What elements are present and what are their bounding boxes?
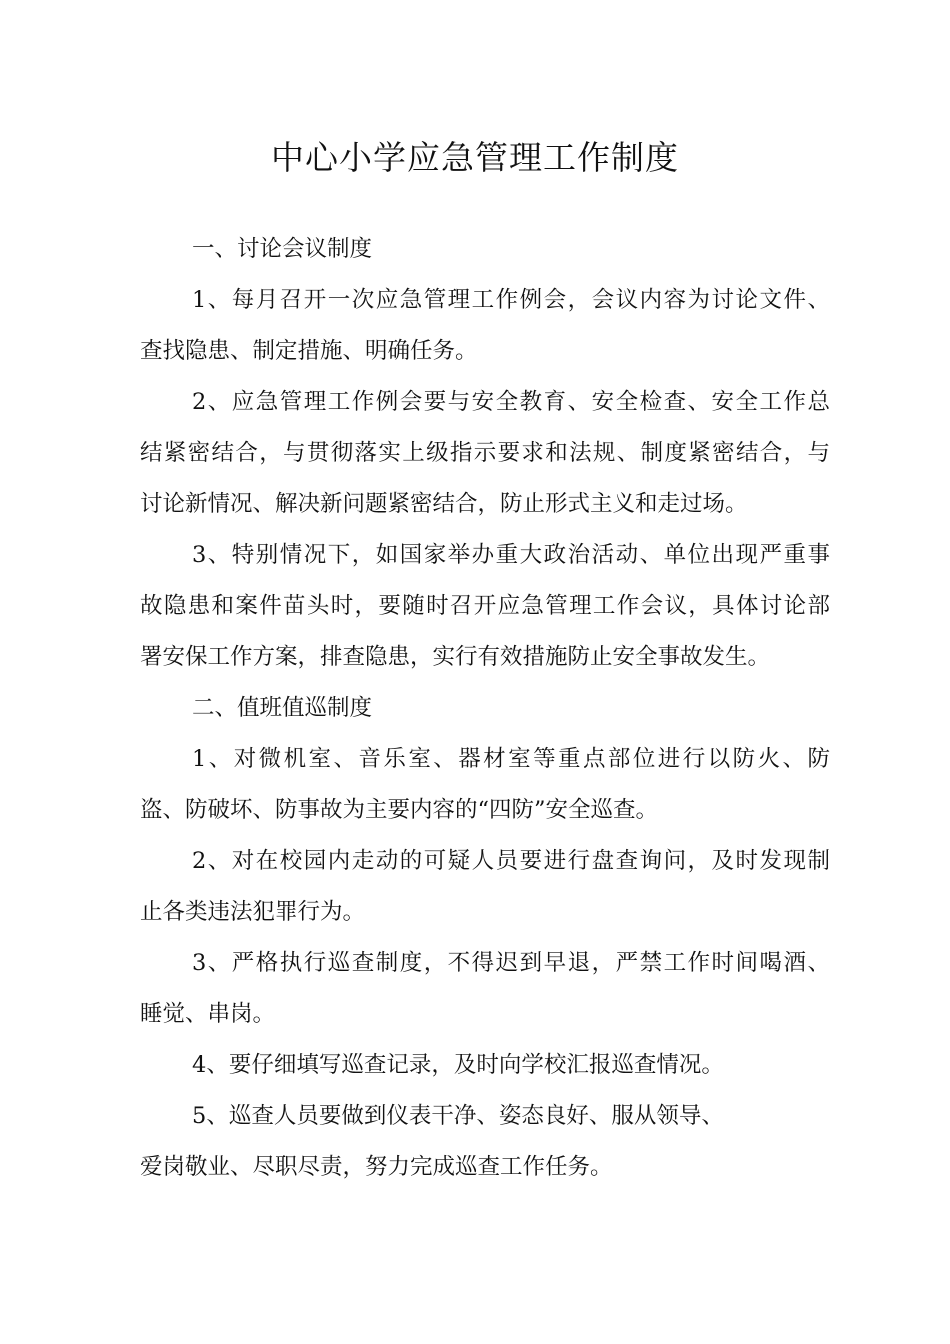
paragraph-line: 止各类违法犯罪行为。 xyxy=(140,899,366,925)
document-body xyxy=(140,224,830,1193)
paragraph-line: 1、每月召开一次应急管理工作例会，会议内容为讨论文件、 xyxy=(192,287,830,313)
paragraph-line: 爱岗敬业、尽职尽责，努力完成巡查工作任务。 xyxy=(140,1154,613,1180)
paragraph-line: 1、对微机室、音乐室、器材室等重点部位进行以防火、防 xyxy=(192,746,830,772)
paragraph-line: 查找隐患、制定措施、明确任务。 xyxy=(140,338,478,364)
document-title: 中心小学应急管理工作制度 xyxy=(271,138,679,177)
paragraph-line: 2、应急管理工作例会要与安全教育、安全检查、安全工作总 xyxy=(192,389,830,415)
paragraph-line: 睡觉、串岗。 xyxy=(140,1001,276,1027)
paragraph-line: 故隐患和案件苗头时，要随时召开应急管理工作会议，具体讨论部 xyxy=(140,593,830,619)
paragraph-line: 3、特别情况下，如国家举办重大政治活动、单位出现严重事 xyxy=(192,542,830,568)
paragraph-line: 4、要仔细填写巡查记录，及时向学校汇报巡查情况。 xyxy=(192,1052,724,1078)
section-heading-meetings: 一、讨论会议制度 xyxy=(192,236,373,262)
paragraph-line: 3、严格执行巡查制度，不得迟到早退，严禁工作时间喝酒、 xyxy=(192,950,830,976)
paragraph-line: 2、对在校园内走动的可疑人员要进行盘查询问，及时发现制 xyxy=(192,848,830,874)
paragraph-line: 盗、防破坏、防事故为主要内容的“四防”安全巡查。 xyxy=(140,797,659,823)
section-heading-duty-patrol: 二、值班值巡制度 xyxy=(192,695,373,721)
paragraph-line: 结紧密结合，与贯彻落实上级指示要求和法规、制度紧密结合，与 xyxy=(140,440,830,466)
paragraph-line: 5、巡查人员要做到仪表干净、姿态良好、服从领导、 xyxy=(192,1103,724,1129)
paragraph-line: 署安保工作方案，排查隐患，实行有效措施防止安全事故发生。 xyxy=(140,644,771,670)
paragraph-line: 讨论新情况、解决新问题紧密结合，防止形式主义和走过场。 xyxy=(140,491,748,517)
